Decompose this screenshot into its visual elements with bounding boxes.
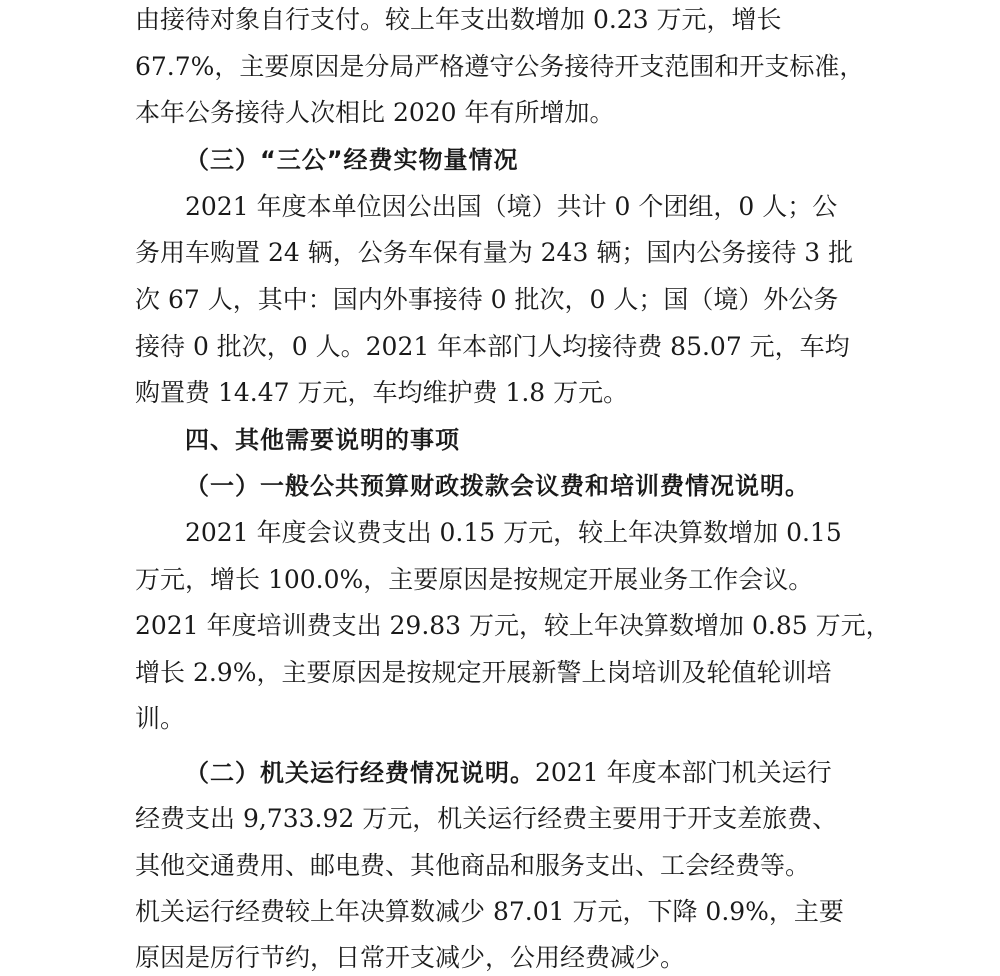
text-line: 增长 2.9%，主要原因是按规定开展新警上岗培训及轮值轮训培 <box>135 658 832 687</box>
text-line: 购置费 14.47 万元，车均维护费 1.8 万元。 <box>135 378 629 407</box>
text-line: 2021 年度会议费支出 0.15 万元，较上年决算数增加 0.15 <box>185 518 842 547</box>
text-line: 原因是厉行节约，日常开支减少，公用经费减少。 <box>135 943 686 972</box>
section-heading-four: 四、其他需要说明的事项 <box>185 426 460 454</box>
text-line: 经费支出 9,733.92 万元，机关运行经费主要用于开支差旅费、 <box>135 804 838 833</box>
text-line: 训。 <box>135 704 186 733</box>
subsection-heading-meeting-training: （一）一般公共预算财政拨款会议费和培训费情况说明。 <box>185 472 810 500</box>
section-heading-three-public: （三）“三公”经费实物量情况 <box>185 146 519 174</box>
text-run: 2021 年度本部门机关运行 <box>535 758 832 787</box>
text-line: 本年公务接待人次相比 2020 年有所增加。 <box>135 98 615 127</box>
text-line <box>185 756 832 790</box>
text-line: 2021 年度培训费支出 29.83 万元，较上年决算数增加 0.85 万元， <box>135 611 891 640</box>
text-line: 务用车购置 24 辆，公务车保有量为 243 辆；国内公务接待 3 批 <box>135 238 854 267</box>
subsection-heading-operating-costs: （二）机关运行经费情况说明。 <box>185 759 535 787</box>
text-line: 67.7%，主要原因是分局严格遵守公务接待开支范围和开支标准， <box>135 52 865 81</box>
text-line: 机关运行经费较上年决算数减少 87.01 万元，下降 0.9%，主要 <box>135 897 844 926</box>
text-line: 接待 0 批次，0 人。2021 年本部门人均接待费 85.07 元，车均 <box>135 332 850 361</box>
text-line: 万元，增长 100.0%，主要原因是按规定开展业务工作会议。 <box>135 565 814 594</box>
text-line: 次 67 人，其中：国内外事接待 0 批次，0 人；国（境）外公务 <box>135 285 839 314</box>
text-line: 2021 年度本单位因公出国（境）共计 0 个团组，0 人；公 <box>185 192 838 221</box>
text-line: 其他交通费用、邮电费、其他商品和服务支出、工会经费等。 <box>135 851 811 880</box>
text-line: 由接待对象自行支付。较上年支出数增加 0.23 万元，增长 <box>135 5 782 34</box>
